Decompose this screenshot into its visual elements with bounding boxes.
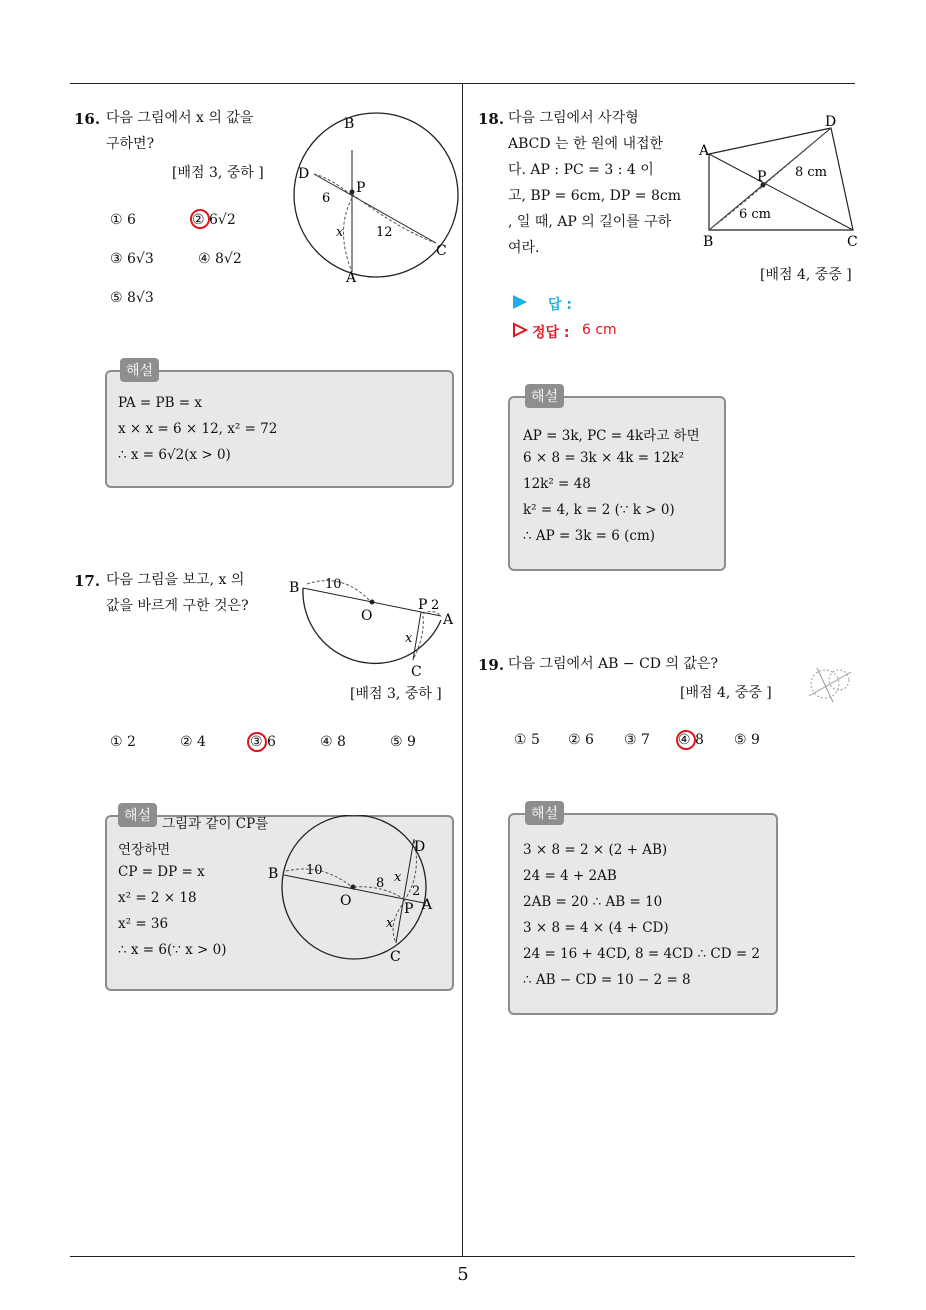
q19-choice-4[interactable]: ④ 8 — [678, 732, 704, 748]
q18-label-D: D — [825, 114, 837, 130]
q19-solution-line5: 24 = 16 + 4CD, 8 = 4CD ∴ CD = 2 — [523, 946, 761, 962]
q17-choice-3[interactable]: ③ 6 — [250, 734, 276, 750]
q18-number: 18. — [478, 110, 505, 128]
q17-choice-4[interactable]: ④ 8 — [320, 734, 346, 750]
q17-solution-line2: 연장하면 — [118, 842, 171, 858]
q18-solution-line4: k² = 4, k = 2 (∵ k > 0) — [523, 502, 675, 518]
q16-label-D: D — [298, 166, 310, 182]
q17-sol-label-D: D — [414, 839, 426, 855]
q18-text-line1: 다음 그림에서 사각형 — [508, 110, 639, 126]
play-outline-arrow-icon — [512, 322, 528, 338]
q16-solution-tag: 해설 — [120, 358, 159, 382]
q18-correct-value: 6 cm — [582, 322, 617, 338]
q19-solution-line3: 2AB = 20 ∴ AB = 10 — [523, 894, 663, 910]
q18-solution-line1: AP = 3k, PC = 4k라고 하면 — [523, 428, 700, 444]
q16-text-line2: 구하면? — [106, 136, 155, 152]
q19-choice-5[interactable]: ⑤ 9 — [734, 732, 760, 748]
q18-solution-line2: 6 × 8 = 3k × 4k = 12k² — [523, 450, 685, 466]
q18-solution-tag: 해설 — [525, 384, 564, 408]
q17-semicircle-diagram — [283, 572, 458, 682]
q17-sol-label-x1: x — [394, 870, 402, 885]
q19-solution-tag: 해설 — [525, 801, 564, 825]
q16-solution-line2: x × x = 6 × 12, x² = 72 — [118, 421, 278, 437]
q16-choice-3[interactable]: ③ 6√3 — [110, 251, 154, 267]
q17-sol-label-8: 8 — [376, 876, 385, 891]
q17-label-2: 2 — [431, 598, 440, 613]
q16-label-P: P — [356, 180, 366, 196]
q18-label-8cm: 8 cm — [795, 165, 828, 180]
q19-choice-1[interactable]: ① 5 — [514, 732, 540, 748]
q17-label-x: x — [405, 631, 413, 646]
q17-sol-label-A: A — [422, 897, 433, 913]
q16-label-C: C — [436, 243, 447, 259]
q16-solution-line1: PA = PB = x — [118, 395, 202, 411]
q18-text-line6: 여라. — [508, 240, 540, 256]
q17-sol-label-x2: x — [386, 916, 394, 931]
q17-solution-line5: x² = 36 — [118, 916, 169, 932]
q17-label-O: O — [361, 608, 373, 624]
q16-number: 16. — [74, 110, 101, 128]
q17-choice-5[interactable]: ⑤ 9 — [390, 734, 416, 750]
q19-solution-line2: 24 = 4 + 2AB — [523, 868, 617, 884]
q18-text-line5: , 일 때, AP 의 길이를 구하 — [508, 214, 672, 230]
page-number: 5 — [457, 1264, 469, 1285]
q18-label-A: A — [699, 143, 710, 159]
bottom-rule — [70, 1256, 855, 1257]
q16-answer-mark — [190, 209, 210, 229]
q17-sol-label-C: C — [390, 949, 401, 965]
q19-choice-2[interactable]: ② 6 — [568, 732, 594, 748]
q19-solution-line4: 3 × 8 = 4 × (4 + CD) — [523, 920, 669, 936]
q16-choice-1[interactable]: ① 6 — [110, 212, 136, 228]
q17-sol-label-10: 10 — [306, 863, 323, 878]
q17-solution-tag: 해설 — [118, 803, 157, 827]
q17-choice-1[interactable]: ① 2 — [110, 734, 136, 750]
q17-sol-label-P: P — [404, 901, 414, 917]
q17-solution-line6: ∴ x = 6(∵ x > 0) — [118, 942, 227, 958]
q19-score: [배점 4, 중중 ] — [680, 685, 772, 701]
q19-text: 다음 그림에서 AB − CD 의 값은? — [508, 656, 718, 672]
q16-choice-5[interactable]: ⑤ 8√3 — [110, 290, 154, 306]
q16-choice-2[interactable]: ② 6√2 — [192, 212, 236, 228]
q17-text-line2: 값을 바르게 구한 것은? — [106, 598, 249, 614]
q18-text-line4: 고, BP = 6cm, DP = 8cm — [508, 188, 681, 204]
q17-sol-label-2: 2 — [412, 884, 421, 899]
q17-label-10: 10 — [325, 577, 342, 592]
q18-solution-line5: ∴ AP = 3k = 6 (cm) — [523, 528, 656, 544]
q16-label-x: x — [336, 225, 344, 240]
q18-score: [배점 4, 중중 ] — [760, 267, 852, 283]
q17-solution-line4: x² = 2 × 18 — [118, 890, 197, 906]
q18-label-B: B — [703, 234, 714, 250]
q17-solution-line1: 그림과 같이 CP를 — [162, 816, 269, 832]
q18-answer-label: 답 : — [548, 297, 572, 313]
q17-answer-mark — [247, 732, 267, 752]
q16-label-B: B — [344, 116, 355, 132]
q17-label-C: C — [411, 664, 422, 680]
column-divider — [462, 83, 463, 1257]
q17-score: [배점 3, 중하 ] — [350, 686, 442, 702]
q18-label-C: C — [847, 234, 858, 250]
q16-label-A: A — [346, 270, 357, 286]
q16-text-line1: 다음 그림에서 x 의 값을 — [106, 110, 254, 126]
play-arrow-icon — [512, 294, 528, 310]
q18-label-6cm: 6 cm — [739, 207, 772, 222]
q17-label-P: P — [418, 597, 428, 613]
q17-choice-2[interactable]: ② 4 — [180, 734, 206, 750]
q18-label-P: P — [757, 169, 767, 185]
q18-text-line3: 다. AP : PC = 3 : 4 이 — [508, 162, 654, 178]
q17-label-B: B — [289, 580, 300, 596]
q16-circle-diagram — [290, 110, 460, 290]
q17-sol-label-B: B — [268, 866, 279, 882]
q18-quadrilateral-diagram — [695, 110, 865, 255]
q19-small-diagram — [803, 660, 858, 705]
q17-number: 17. — [74, 572, 101, 590]
q18-correct-label: 정답 : — [532, 325, 570, 341]
q17-solution-diagram — [262, 815, 452, 975]
q18-text-line2: ABCD 는 한 원에 내접한 — [508, 136, 664, 152]
q19-number: 19. — [478, 656, 505, 674]
q18-solution-line3: 12k² = 48 — [523, 476, 591, 492]
q17-solution-line3: CP = DP = x — [118, 864, 205, 880]
q19-solution-line1: 3 × 8 = 2 × (2 + AB) — [523, 842, 668, 858]
q16-solution-line3: ∴ x = 6√2(x > 0) — [118, 447, 231, 463]
q17-text-line1: 다음 그림을 보고, x 의 — [106, 572, 245, 588]
q19-answer-mark — [676, 730, 696, 750]
q19-choice-3[interactable]: ③ 7 — [624, 732, 650, 748]
q16-label-12: 12 — [376, 225, 393, 240]
q17-sol-label-O: O — [340, 893, 352, 909]
q16-choice-4[interactable]: ④ 8√2 — [198, 251, 242, 267]
q17-label-A: A — [443, 612, 454, 628]
q19-solution-line6: ∴ AB − CD = 10 − 2 = 8 — [523, 972, 691, 988]
q16-score: [배점 3, 중하 ] — [172, 165, 264, 181]
q16-label-6: 6 — [322, 191, 331, 206]
